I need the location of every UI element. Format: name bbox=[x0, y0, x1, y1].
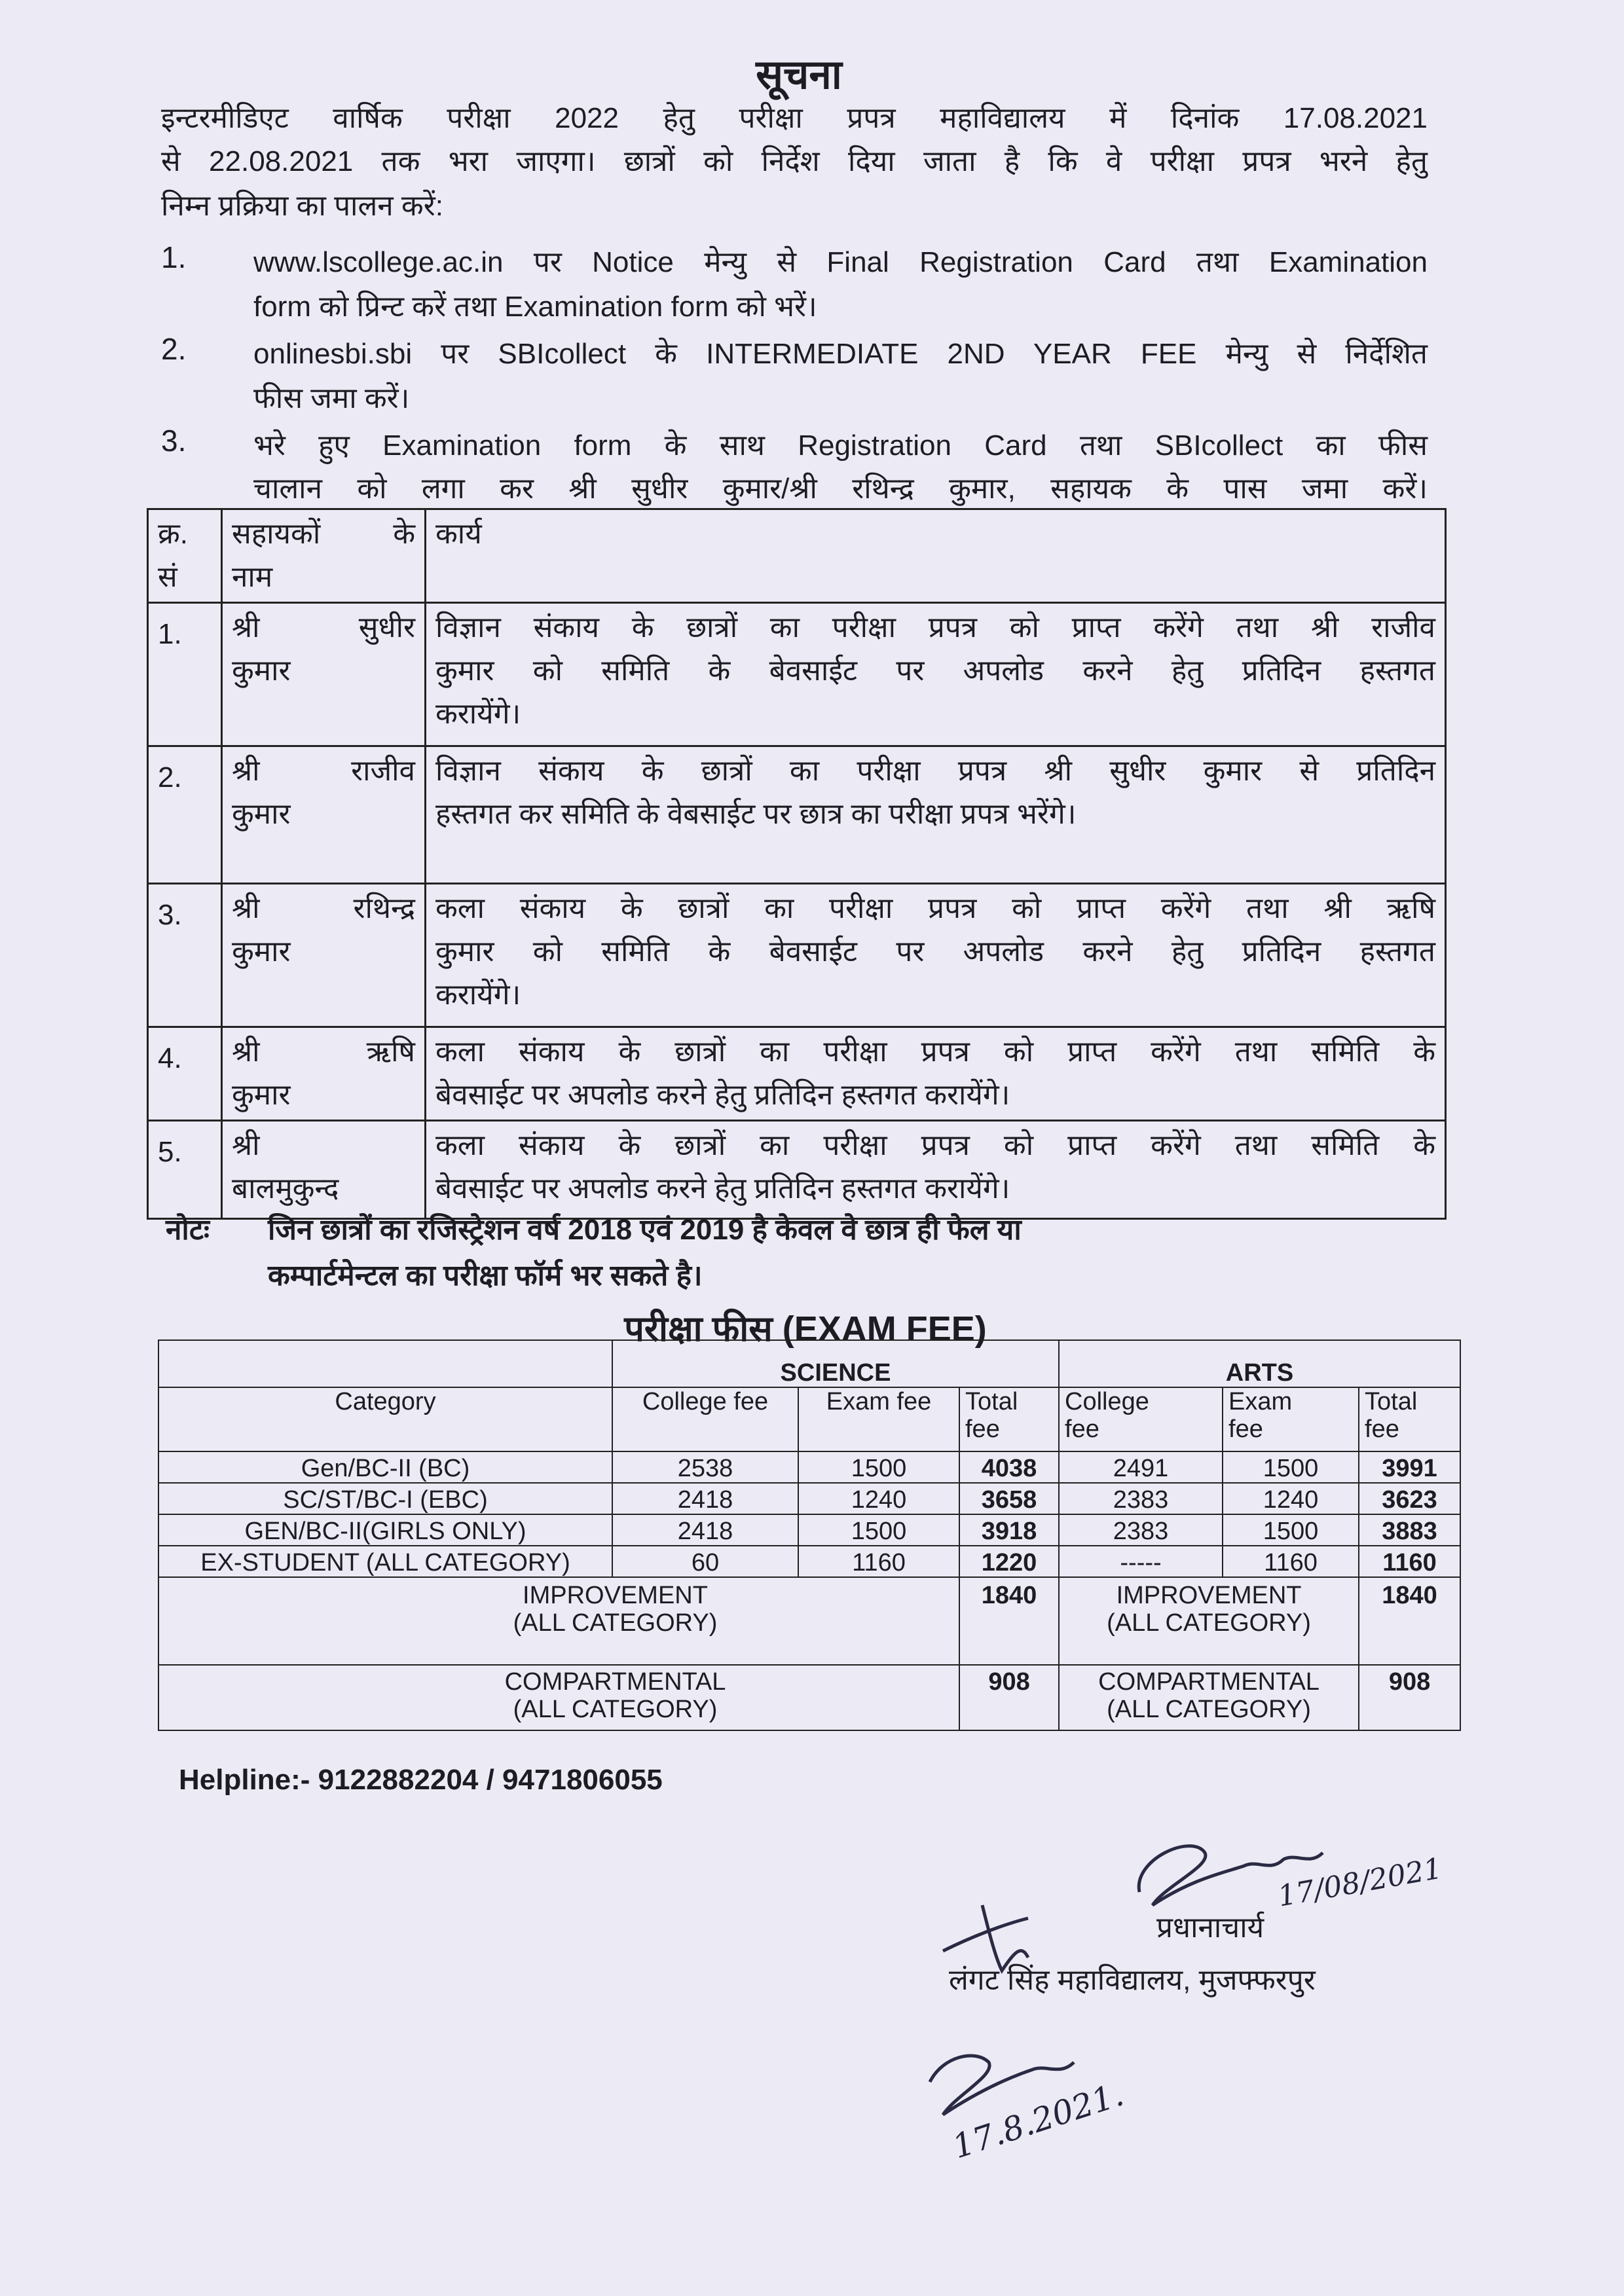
fee-total: 3623 bbox=[1359, 1483, 1460, 1514]
row-work: कुमार को समिति के बेवसाईट पर अपलोड करने हेतु प्रतिदिन हस्तगत bbox=[435, 936, 1435, 968]
special-label: (ALL CATEGORY) bbox=[513, 1609, 718, 1637]
row-work: विज्ञान संकाय के छात्रों का परीक्षा प्रपत्र को प्राप्त करेंगे तथा श्री राजीव bbox=[435, 611, 1435, 644]
table-row bbox=[148, 746, 1446, 884]
row-work: कला संकाय के छात्रों का परीक्षा प्रपत्र को प्राप्त करेंगे तथा समिति के bbox=[435, 1036, 1435, 1068]
fee-value: 2491 bbox=[1059, 1451, 1223, 1483]
fee-value: 2383 bbox=[1059, 1483, 1223, 1514]
fee-special-row bbox=[158, 1665, 1460, 1730]
fee-category: EX-STUDENT (ALL CATEGORY) bbox=[158, 1546, 612, 1577]
intro-line: निम्न प्रक्रिया का पालन करें: bbox=[161, 190, 443, 222]
designation: प्रधानाचार्य bbox=[1156, 1912, 1264, 1944]
row-work: हस्तगत कर समिति के वेबसाईट पर छात्र का परीक्षा प्रपत्र भरेंगे। bbox=[435, 798, 1077, 830]
fee-total: 3918 bbox=[959, 1514, 1059, 1546]
step-text: form को प्रिन्ट करें तथा Examination form को भरें। bbox=[253, 291, 817, 323]
row-name: श्री ऋषि bbox=[232, 1036, 415, 1068]
group-arts: ARTS bbox=[1059, 1340, 1460, 1387]
table-row bbox=[148, 884, 1446, 1027]
row-work: करायेंगे। bbox=[435, 698, 521, 730]
header-work: कार्य bbox=[435, 518, 482, 550]
fee-total: 1840 bbox=[959, 1577, 1059, 1665]
fee-total: 1220 bbox=[959, 1546, 1059, 1577]
column-header-row bbox=[158, 1387, 1460, 1451]
special-label: (ALL CATEGORY) bbox=[513, 1696, 718, 1723]
group-science: SCIENCE bbox=[612, 1340, 1059, 1387]
header-sci-exam: Exam fee bbox=[798, 1387, 959, 1451]
fee-category: GEN/BC-II(GIRLS ONLY) bbox=[158, 1514, 612, 1546]
header-sci-total: Total bbox=[965, 1388, 1018, 1415]
fee-category: SC/ST/BC-I (EBC) bbox=[158, 1483, 612, 1514]
note-text: कम्पार्टमेन्टल का परीक्षा फॉर्म भर सकते है। bbox=[268, 1260, 703, 1292]
row-sn: 2. bbox=[148, 746, 222, 884]
row-work: करायेंगे। bbox=[435, 979, 521, 1011]
row-work: विज्ञान संकाय के छात्रों का परीक्षा प्रपत्र श्री सुधीर कुमार से प्रतिदिन bbox=[435, 755, 1435, 787]
fee-total: 1840 bbox=[1359, 1577, 1460, 1665]
fee-category: Gen/BC-II (BC) bbox=[158, 1451, 612, 1483]
row-work: बेवसाईट पर अपलोड करने हेतु प्रतिदिन हस्तगत करायेंगे। bbox=[435, 1173, 1010, 1205]
fee-value: 2418 bbox=[612, 1514, 798, 1546]
table-row bbox=[148, 1027, 1446, 1121]
fee-row bbox=[158, 1514, 1460, 1546]
header-arts-total: Total bbox=[1365, 1388, 1418, 1415]
fee-row bbox=[158, 1451, 1460, 1483]
table-row bbox=[148, 603, 1446, 746]
special-label: COMPARTMENTAL bbox=[504, 1668, 726, 1696]
table-row bbox=[148, 1121, 1446, 1219]
header-name: सहायकों के bbox=[232, 518, 415, 550]
header-category: Category bbox=[158, 1387, 612, 1451]
fee-total: 1160 bbox=[1359, 1546, 1460, 1577]
fee-row bbox=[158, 1546, 1460, 1577]
intro-line: से 22.08.2021 तक भरा जाएगा। छात्रों को निर्देश दिया जाता है कि वे परीक्षा प्रपत्र भरने हेतु bbox=[161, 145, 1428, 177]
header-sci-total: fee bbox=[965, 1415, 1000, 1443]
exam-fee-table bbox=[158, 1339, 1461, 1731]
row-name: श्री रथिन्द्र bbox=[232, 892, 415, 924]
helpline: Helpline:- 9122882204 / 9471806055 bbox=[179, 1764, 663, 1796]
step-text: onlinesbi.sbi पर SBIcollect के INTERMEDIATE 2ND YEAR FEE मेन्यु से निर्देशित bbox=[253, 338, 1428, 370]
step-text: चालान को लगा कर श्री सुधीर कुमार/श्री रथिन्द्र कुमार, सहायक के पास जमा करें। bbox=[253, 473, 1428, 505]
assistants-table bbox=[147, 508, 1447, 1220]
fee-total: 908 bbox=[1359, 1665, 1460, 1730]
fee-value: 2418 bbox=[612, 1483, 798, 1514]
fee-value: 1500 bbox=[798, 1451, 959, 1483]
header-sn: सं bbox=[158, 561, 177, 593]
header-arts-college: College bbox=[1065, 1388, 1149, 1415]
row-name: श्री bbox=[232, 1129, 260, 1161]
row-sn: 3. bbox=[148, 884, 222, 1027]
header-sci-college: College fee bbox=[612, 1387, 798, 1451]
special-label: (ALL CATEGORY) bbox=[1107, 1609, 1311, 1637]
step-text: www.lscollege.ac.in पर Notice मेन्यु से Final Registration Card तथा Examination bbox=[253, 246, 1428, 278]
step-number: 2. bbox=[161, 332, 187, 366]
row-name: कुमार bbox=[232, 798, 291, 830]
step-number: 1. bbox=[161, 240, 187, 274]
institution-name: लंगट सिंह महाविद्यालय, मुजफ्फरपुर bbox=[949, 1964, 1316, 1996]
header-arts-exam: fee bbox=[1228, 1415, 1263, 1443]
header-arts-exam: Exam bbox=[1228, 1388, 1293, 1415]
row-work: कुमार को समिति के बेवसाईट पर अपलोड करने हेतु प्रतिदिन हस्तगत bbox=[435, 655, 1435, 687]
fee-value: ----- bbox=[1059, 1546, 1223, 1577]
row-name: कुमार bbox=[232, 936, 291, 968]
fee-row bbox=[158, 1483, 1460, 1514]
fee-total: 3658 bbox=[959, 1483, 1059, 1514]
row-sn: 1. bbox=[148, 603, 222, 746]
table-header-row bbox=[148, 509, 1446, 603]
special-label: IMPROVEMENT bbox=[1116, 1582, 1302, 1609]
row-sn: 5. bbox=[148, 1121, 222, 1219]
special-label: COMPARTMENTAL bbox=[1098, 1668, 1320, 1696]
principal-date: 17/08/2021 bbox=[1275, 1851, 1445, 1914]
row-name: श्री सुधीर bbox=[232, 611, 415, 644]
header-arts-total: fee bbox=[1365, 1415, 1399, 1443]
note-text: जिन छात्रों का रजिस्ट्रेशन वर्ष 2018 एवं 2019 है केवल वे छात्र ही फेल या bbox=[268, 1214, 1022, 1246]
fee-value: 1240 bbox=[798, 1483, 959, 1514]
special-label: (ALL CATEGORY) bbox=[1107, 1696, 1311, 1723]
fee-value: 1160 bbox=[1223, 1546, 1359, 1577]
row-name: बालमुकुन्द bbox=[232, 1173, 339, 1205]
fee-table-title: परीक्षा फीस (EXAM FEE) bbox=[624, 1309, 987, 1349]
fee-value: 1160 bbox=[798, 1546, 959, 1577]
row-name: कुमार bbox=[232, 1079, 291, 1111]
notice-title: सूचना bbox=[756, 52, 842, 98]
fee-value: 60 bbox=[612, 1546, 798, 1577]
intro-line: इन्टरमीडिएट वार्षिक परीक्षा 2022 हेतु परीक्षा प्रपत्र महाविद्यालय में दिनांक 17.08.2021 bbox=[161, 102, 1428, 134]
fee-value: 1500 bbox=[1223, 1514, 1359, 1546]
note-label: नोटः bbox=[166, 1214, 210, 1246]
step-number: 3. bbox=[161, 424, 187, 458]
group-header-row bbox=[158, 1340, 1460, 1387]
fee-total: 4038 bbox=[959, 1451, 1059, 1483]
row-work: कला संकाय के छात्रों का परीक्षा प्रपत्र को प्राप्त करेंगे तथा समिति के bbox=[435, 1129, 1435, 1161]
row-name: कुमार bbox=[232, 655, 291, 687]
fee-total: 908 bbox=[959, 1665, 1059, 1730]
row-work: कला संकाय के छात्रों का परीक्षा प्रपत्र को प्राप्त करेंगे तथा श्री ऋषि bbox=[435, 892, 1435, 924]
fee-special-row bbox=[158, 1577, 1460, 1665]
fee-value: 2383 bbox=[1059, 1514, 1223, 1546]
second-date: 17.8.2021. bbox=[948, 2075, 1128, 2166]
header-sn: क्र. bbox=[158, 518, 189, 550]
fee-value: 2538 bbox=[612, 1451, 798, 1483]
fee-total: 3883 bbox=[1359, 1514, 1460, 1546]
step-text: फीस जमा करें। bbox=[253, 382, 410, 414]
fee-value: 1500 bbox=[798, 1514, 959, 1546]
fee-total: 3991 bbox=[1359, 1451, 1460, 1483]
step-text: भरे हुए Examination form के साथ Registration Card तथा SBIcollect का फीस bbox=[253, 429, 1428, 462]
header-name: नाम bbox=[232, 561, 273, 593]
row-work: बेवसाईट पर अपलोड करने हेतु प्रतिदिन हस्तगत करायेंगे। bbox=[435, 1079, 1010, 1111]
special-label: IMPROVEMENT bbox=[523, 1582, 708, 1609]
fee-value: 1240 bbox=[1223, 1483, 1359, 1514]
row-sn: 4. bbox=[148, 1027, 222, 1121]
row-name: श्री राजीव bbox=[232, 755, 415, 787]
fee-value: 1500 bbox=[1223, 1451, 1359, 1483]
header-arts-college: fee bbox=[1065, 1415, 1099, 1443]
